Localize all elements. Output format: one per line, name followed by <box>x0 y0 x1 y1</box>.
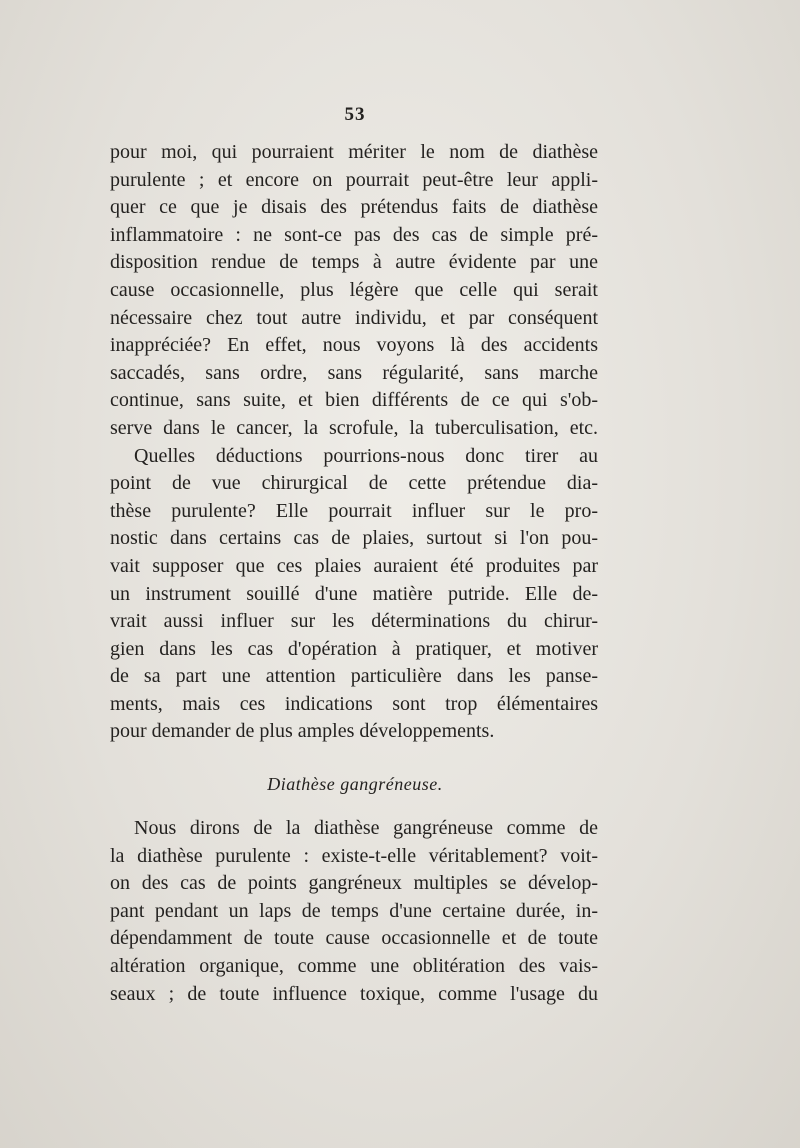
paragraph-first-line: Quelles déductions pourrions-nous donc tirer au <box>134 444 598 467</box>
text-line: la diathèse purulente : existe-t-elle véritablement? voit- <box>110 844 598 867</box>
text-line: cause occasionnelle, plus légère que celle qui serait <box>110 278 598 301</box>
text-line: vait supposer que ces plaies auraient été produites par <box>110 554 598 577</box>
body-text-upper <box>110 139 598 746</box>
text-line: pour demander de plus amples développements. <box>110 720 495 743</box>
text-line: nécessaire chez tout autre individu, et par conséquent <box>110 306 598 329</box>
text-line: quer ce que je disais des prétendus faits de diathèse <box>110 196 598 219</box>
text-line: un instrument souillé d'une matière putride. Elle de- <box>110 582 598 605</box>
text-line: vrait aussi influer sur les déterminations du chirur- <box>110 610 598 633</box>
text-line: saccadés, sans ordre, sans régularité, sans marche <box>110 361 598 384</box>
text-line: point de vue chirurgical de cette prétendue dia- <box>110 472 598 495</box>
text-line: inappréciée? En effet, nous voyons là des accidents <box>110 334 598 357</box>
text-line: on des cas de points gangréneux multiples se dévelop- <box>110 872 598 895</box>
text-line: nostic dans certains cas de plaies, surtout si l'on pou- <box>110 527 598 550</box>
section-heading: Diathèse gangréneuse. <box>267 774 443 794</box>
page-number: 53 <box>344 104 366 125</box>
text-line: pour moi, qui pourraient mériter le nom de diathèse <box>110 141 598 163</box>
body-text-lower <box>110 815 598 1008</box>
paragraph-first-line: Nous dirons de la diathèse gangréneuse comme de <box>134 817 598 839</box>
text-line: disposition rendue de temps à autre évidente par une <box>110 251 598 274</box>
text-line: gien dans les cas d'opération à pratiquer, et motiver <box>110 637 598 660</box>
text-line: dépendamment de toute cause occasionnelle et de toute <box>110 927 598 950</box>
text-line: serve dans le cancer, la scrofule, la tuberculisation, etc. <box>110 416 598 439</box>
text-line: continue, sans suite, et bien différents de ce qui s'ob- <box>110 389 598 412</box>
text-line: inflammatoire : ne sont-ce pas des cas de simple pré- <box>110 223 598 246</box>
text-line: altération organique, comme une oblitération des vais- <box>110 954 598 977</box>
text-line: purulente ; et encore on pourrait peut-être leur appli- <box>110 168 598 191</box>
text-line: ments, mais ces indications sont trop élémentaires <box>110 692 598 715</box>
text-line: pant pendant un laps de temps d'une certaine durée, in- <box>110 899 598 922</box>
text-line: thèse purulente? Elle pourrait influer sur le pro- <box>110 499 598 522</box>
text-line: de sa part une attention particulière dans les panse- <box>110 665 598 688</box>
text-line: seaux ; de toute influence toxique, comme l'usage du <box>110 982 598 1005</box>
